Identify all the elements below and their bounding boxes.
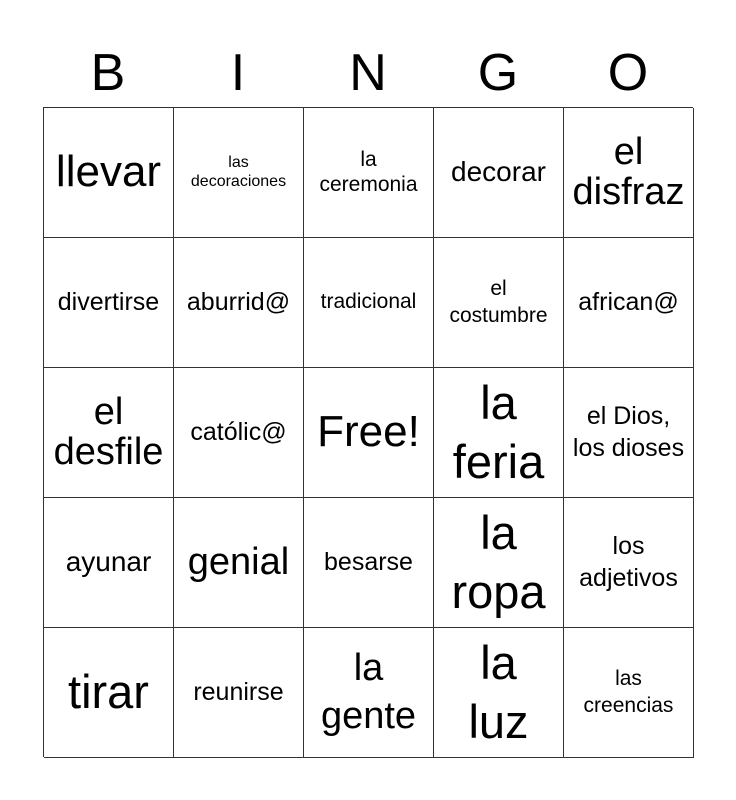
bingo-cell[interactable]: [434, 238, 564, 368]
cell-text: las decoraciones: [190, 154, 287, 190]
cell-text: decorar: [451, 156, 546, 188]
bingo-cell[interactable]: [304, 628, 434, 758]
bingo-card: [43, 107, 693, 757]
cell-text: Free!: [317, 407, 420, 457]
bingo-cell[interactable]: [304, 368, 434, 498]
bingo-cell[interactable]: [304, 108, 434, 238]
cell-text: la ceremonia: [319, 148, 418, 196]
bingo-cell[interactable]: [174, 368, 304, 498]
bingo-cell[interactable]: [174, 238, 304, 368]
header-letter-n: N: [349, 44, 387, 102]
bingo-cell[interactable]: [564, 368, 694, 498]
cell-text: la ropa: [451, 505, 546, 618]
cell-text: tradicional: [320, 290, 417, 314]
bingo-cell[interactable]: [304, 498, 434, 628]
cell-text: tirar: [68, 665, 149, 719]
cell-text: genial: [187, 540, 290, 583]
cell-text: los adjetivos: [579, 532, 678, 592]
bingo-cell[interactable]: [564, 238, 694, 368]
cell-text: besarse: [324, 548, 413, 577]
header-letter-g: G: [477, 44, 519, 102]
cell-text: llevar: [55, 147, 162, 197]
bingo-cell[interactable]: [434, 628, 564, 758]
bingo-cell[interactable]: [564, 628, 694, 758]
cell-text: ayunar: [65, 546, 152, 578]
bingo-header: [43, 38, 693, 108]
bingo-cell[interactable]: [174, 108, 304, 238]
bingo-cell[interactable]: [564, 498, 694, 628]
cell-text: divertirse: [57, 288, 160, 317]
bingo-cell[interactable]: [434, 498, 564, 628]
bingo-cell[interactable]: [174, 628, 304, 758]
header-letter-i: I: [230, 44, 246, 102]
header-letter-b: B: [90, 44, 126, 102]
bingo-cell[interactable]: [174, 498, 304, 628]
cell-text: el desfile: [53, 390, 164, 473]
cell-text: el Dios, los dioses: [572, 402, 685, 462]
cell-text: reunirse: [193, 678, 284, 707]
cell-text: african@: [578, 288, 679, 317]
cell-text: la feria: [452, 375, 545, 488]
bingo-cell[interactable]: [434, 108, 564, 238]
cell-text: las creencias: [583, 667, 674, 717]
bingo-cell[interactable]: [564, 108, 694, 238]
bingo-cell[interactable]: [44, 108, 174, 238]
cell-text: aburrid@: [186, 288, 291, 317]
bingo-cell[interactable]: [44, 368, 174, 498]
header-letter-o: O: [607, 44, 649, 102]
bingo-cell[interactable]: [44, 238, 174, 368]
cell-text: la gente: [320, 647, 417, 737]
cell-text: el disfraz: [572, 130, 685, 213]
cell-text: la luz: [468, 635, 529, 748]
cell-text: católic@: [190, 418, 287, 447]
bingo-cell[interactable]: [44, 498, 174, 628]
bingo-cell[interactable]: [434, 368, 564, 498]
bingo-cell[interactable]: [44, 628, 174, 758]
cell-text: el costumbre: [449, 277, 548, 327]
bingo-cell[interactable]: [304, 238, 434, 368]
